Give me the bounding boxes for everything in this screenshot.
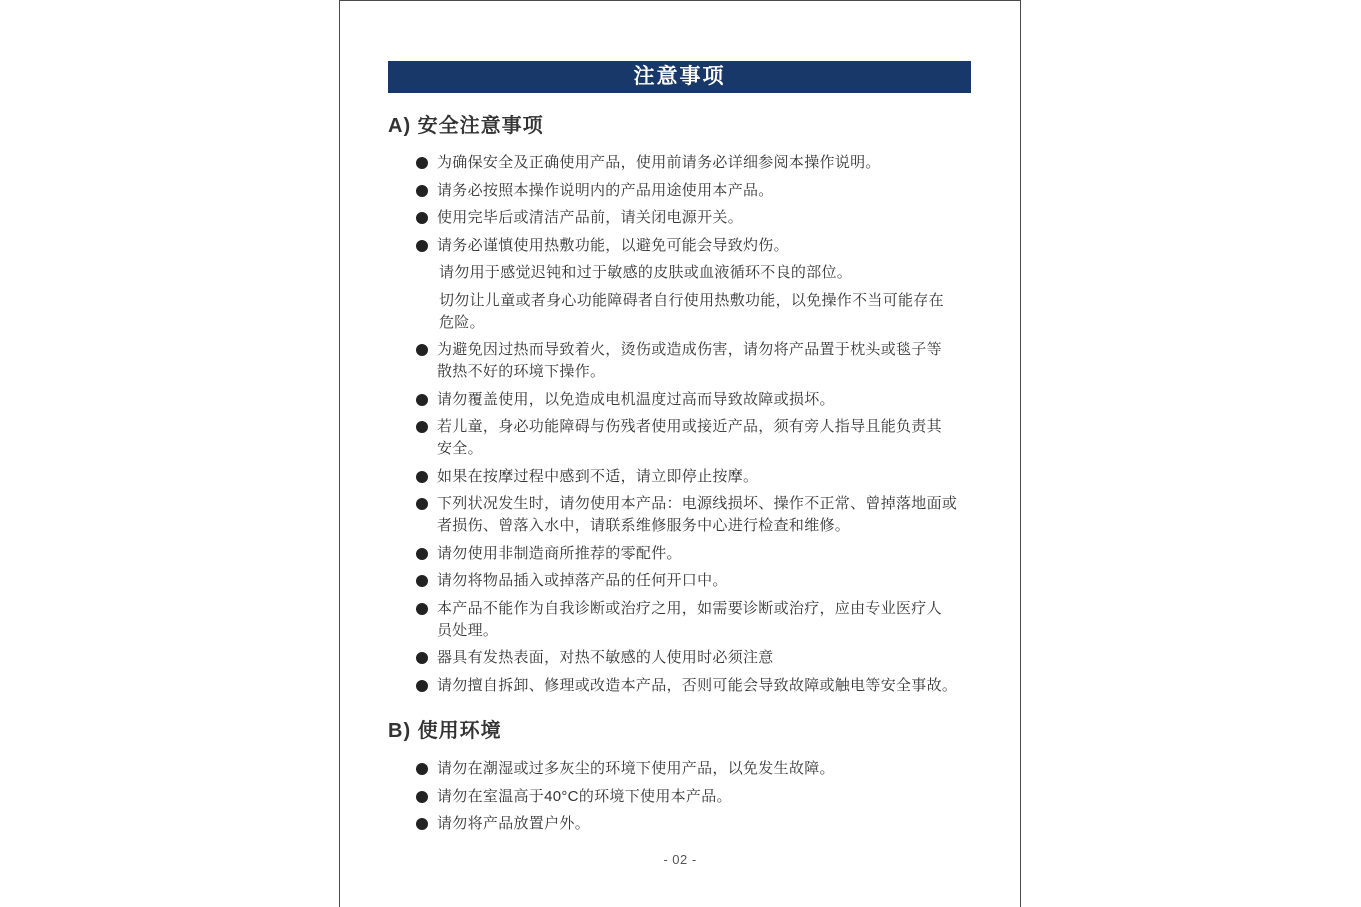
list-item-text: 请勿将物品插入或掉落产品的任何开口中。 (437, 572, 728, 589)
list-item-note (388, 290, 978, 334)
list-item-note-text: 切勿让儿童或者身心功能障碍者自行使用热敷功能，以免操作不当可能存在 (439, 291, 944, 309)
list-item-text: 为避免因过热而导致着火，烫伤或造成伤害，请勿将产品置于枕头或毯子等 (437, 341, 942, 358)
section-heading-safety: A) 安全注意事项 (388, 115, 544, 137)
list-item-text: 请勿擅自拆卸、修理或改造本产品，否则可能会导致故障或触电等安全事故。 (437, 676, 958, 694)
list-item-text: 使用完毕后或清洁产品前，请关闭电源开关。 (437, 209, 744, 226)
list-item (388, 543, 978, 565)
list-item (388, 339, 978, 383)
bullet-icon (416, 157, 428, 169)
page-number: - 02 - (663, 852, 697, 867)
bullet-icon (416, 185, 428, 197)
list-item-note-text: 请勿用于感觉迟钝和过于敏感的皮肤或血液循环不良的部位。 (439, 264, 853, 281)
bullet-icon (416, 575, 428, 587)
list-item (388, 598, 978, 642)
page-title: 注意事项 (388, 61, 971, 93)
bullet-icon (416, 394, 428, 406)
bullet-icon (416, 652, 428, 664)
list-item-text: 者损伤、曾落入水中，请联系维修服务中心进行检查和维修。 (437, 517, 851, 534)
list-item-note (388, 262, 978, 284)
list-item-text: 若儿童，身必功能障碍与伤残者使用或接近产品，须有旁人指导且能负责其 (437, 418, 942, 435)
list-item-text: 为确保安全及正确使用产品，使用前请务必详细参阅本操作说明。 (437, 154, 881, 171)
list-item-text: 员处理。 (437, 621, 499, 639)
list-item (388, 389, 978, 411)
list-item-text: 请勿覆盖使用，以免造成电机温度过高而导致故障或损坏。 (437, 390, 835, 408)
bullet-icon (416, 763, 428, 775)
list-item-text: 如果在按摩过程中感到不适，请立即停止按摩。 (437, 467, 759, 485)
list-item (388, 493, 978, 537)
list-item (388, 813, 978, 835)
list-item (388, 786, 978, 808)
list-item (388, 675, 978, 697)
list-item-text: 安全。 (437, 440, 483, 457)
bullet-icon (416, 471, 428, 483)
list-item (388, 180, 978, 202)
bullet-icon (416, 548, 428, 560)
list-item-text: 本产品不能作为自我诊断或治疗之用，如需要诊断或治疗，应由专业医疗人 (437, 599, 942, 617)
list-item-text: 请勿将产品放置户外。 (437, 815, 591, 832)
environment-list (388, 758, 978, 841)
safety-list (388, 152, 978, 702)
list-item (388, 570, 978, 592)
list-item (388, 466, 978, 488)
list-item (388, 207, 978, 229)
bullet-icon (416, 212, 428, 224)
list-item-text: 下列状况发生时，请勿使用本产品：电源线损坏、操作不正常、曾掉落地面或 (437, 495, 958, 512)
list-item (388, 416, 978, 460)
bullet-icon (416, 680, 428, 692)
list-item (388, 758, 978, 780)
list-item (388, 152, 978, 174)
section-heading-environment: B) 使用环境 (388, 720, 502, 742)
list-item (388, 647, 978, 669)
list-item-text: 器具有发热表面，对热不敏感的人使用时必须注意 (437, 649, 774, 666)
list-item-text: 请勿使用非制造商所推荐的零配件。 (437, 544, 682, 562)
list-item-text: 散热不好的环境下操作。 (437, 363, 606, 380)
bullet-icon (416, 603, 428, 615)
bullet-icon (416, 498, 428, 510)
list-item-text: 请勿在室温高于40°C的环境下使用本产品。 (437, 787, 732, 805)
bullet-icon (416, 791, 428, 803)
list-item-text: 请务必按照本操作说明内的产品用途使用本产品。 (437, 181, 774, 199)
list-item-text: 请务必谨慎使用热敷功能，以避免可能会导致灼伤。 (437, 236, 789, 254)
list-item (388, 235, 978, 257)
bullet-icon (416, 240, 428, 252)
bullet-icon (416, 344, 428, 356)
bullet-icon (416, 818, 428, 830)
list-item-note-text: 危险。 (439, 313, 485, 331)
list-item-text: 请勿在潮湿或过多灰尘的环境下使用产品，以免发生故障。 (437, 760, 835, 777)
bullet-icon (416, 421, 428, 433)
